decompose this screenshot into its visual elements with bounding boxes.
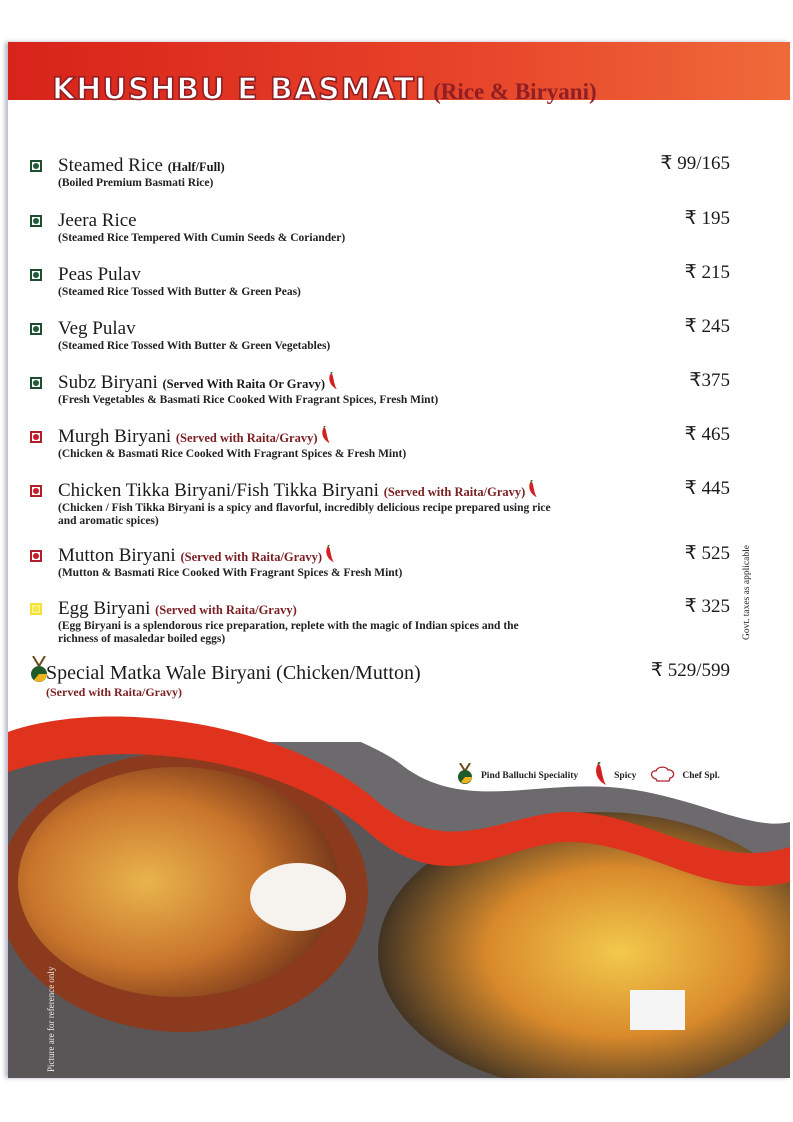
item-price: ₹ 465 xyxy=(684,424,730,445)
item-title: Chicken Tikka Biryani/Fish Tikka Biryani xyxy=(58,480,379,501)
item-price: ₹ 99/165 xyxy=(660,153,730,174)
item-description: (Steamed Rice Tossed With Butter & Green Peas) xyxy=(58,286,301,298)
section-title: KHUSHBU E BASMATI xyxy=(52,72,428,107)
item-note: (Served with Raita/Gravy) xyxy=(175,431,318,445)
item-note: (Served With Raita Or Gravy) xyxy=(162,377,325,391)
item-title: Murgh Biryani xyxy=(58,426,172,447)
non-veg-icon xyxy=(30,485,42,497)
item-price: ₹375 xyxy=(689,370,730,391)
item-note: (Half/Full) xyxy=(167,160,225,174)
item-price: ₹ 325 xyxy=(684,596,730,617)
item-description: (Egg Biryani is a splendorous rice preparation, replete with the magic of Indian spices and the richness of masaledar boiled eggs) xyxy=(58,620,519,645)
item-description: (Chicken / Fish Tikka Biryani is a spicy and flavorful, incredibly delicious recipe prepared using rice and aromatic spices) xyxy=(58,502,551,527)
item-price: ₹ 215 xyxy=(684,262,730,283)
item-description: (Mutton & Basmati Rice Cooked With Fragrant Spices & Fresh Mint) xyxy=(58,567,403,579)
item-title: Peas Pulav xyxy=(58,264,141,285)
egg-icon xyxy=(30,603,42,615)
item-note: (Served with Raita/Gravy) xyxy=(180,550,323,564)
item-price: ₹ 445 xyxy=(684,478,730,499)
non-veg-icon xyxy=(30,550,42,562)
item-description: (Fresh Vegetables & Basmati Rice Cooked With Fragrant Spices, Fresh Mint) xyxy=(58,394,439,406)
item-description: (Steamed Rice Tossed With Butter & Green Vegetables) xyxy=(58,340,331,352)
item-description: (Chicken & Basmati Rice Cooked With Fragrant Spices & Fresh Mint) xyxy=(58,448,407,460)
item-name xyxy=(58,372,339,394)
item-name xyxy=(58,264,141,286)
item-price: ₹ 525 xyxy=(684,543,730,564)
veg-icon xyxy=(30,323,42,335)
legend-chef: Chef Spl. xyxy=(682,770,720,781)
veg-icon xyxy=(30,160,42,172)
legend xyxy=(455,762,720,789)
chili-icon xyxy=(327,372,339,390)
item-description: (Boiled Premium Basmati Rice) xyxy=(58,177,214,189)
item-name xyxy=(58,480,539,502)
chili-icon xyxy=(527,480,539,498)
item-title: Egg Biryani xyxy=(58,598,151,619)
item-title: Special Matka Wale Biryani (Chicken/Mutton) xyxy=(46,662,421,684)
item-name xyxy=(58,155,225,177)
item-name xyxy=(58,598,297,620)
item-name xyxy=(58,545,336,567)
item-title: Subz Biryani xyxy=(58,372,158,393)
tax-note: Govt. taxes as applicable xyxy=(742,545,752,640)
chili-icon xyxy=(324,545,336,563)
item-note: (Served with Raita/Gravy) xyxy=(155,603,297,617)
item-title: Jeera Rice xyxy=(58,210,137,231)
veg-icon xyxy=(30,377,42,389)
item-title: Veg Pulav xyxy=(58,318,136,339)
item-title: Steamed Rice xyxy=(58,155,163,176)
chili-icon xyxy=(594,762,608,789)
veg-icon xyxy=(30,215,42,227)
chili-icon xyxy=(320,426,332,444)
item-price: ₹ 195 xyxy=(684,208,730,229)
picture-note: Picture are for reference only xyxy=(46,966,56,1072)
chef-hat-icon xyxy=(650,766,676,785)
veg-icon xyxy=(30,269,42,281)
legend-spicy: Spicy xyxy=(614,770,637,781)
legend-speciality: Pind Balluchi Speciality xyxy=(481,770,579,781)
item-description: (Steamed Rice Tempered With Cumin Seeds & Coriander) xyxy=(58,232,346,244)
item-name xyxy=(58,318,136,340)
item-price: ₹ 245 xyxy=(684,316,730,337)
speciality-icon xyxy=(455,763,475,788)
item-description: (Served with Raita/Gravy) xyxy=(46,685,182,699)
food-photo xyxy=(8,702,790,1078)
item-name xyxy=(58,210,137,232)
section-subtitle: (Rice & Biryani) xyxy=(433,79,597,104)
item-price: ₹ 529/599 xyxy=(650,660,730,681)
item-name xyxy=(46,662,421,684)
non-veg-icon xyxy=(30,431,42,443)
item-note: (Served with Raita/Gravy) xyxy=(383,485,526,499)
item-title: Mutton Biryani xyxy=(58,545,176,566)
page-title xyxy=(52,72,597,107)
item-name xyxy=(58,426,332,448)
